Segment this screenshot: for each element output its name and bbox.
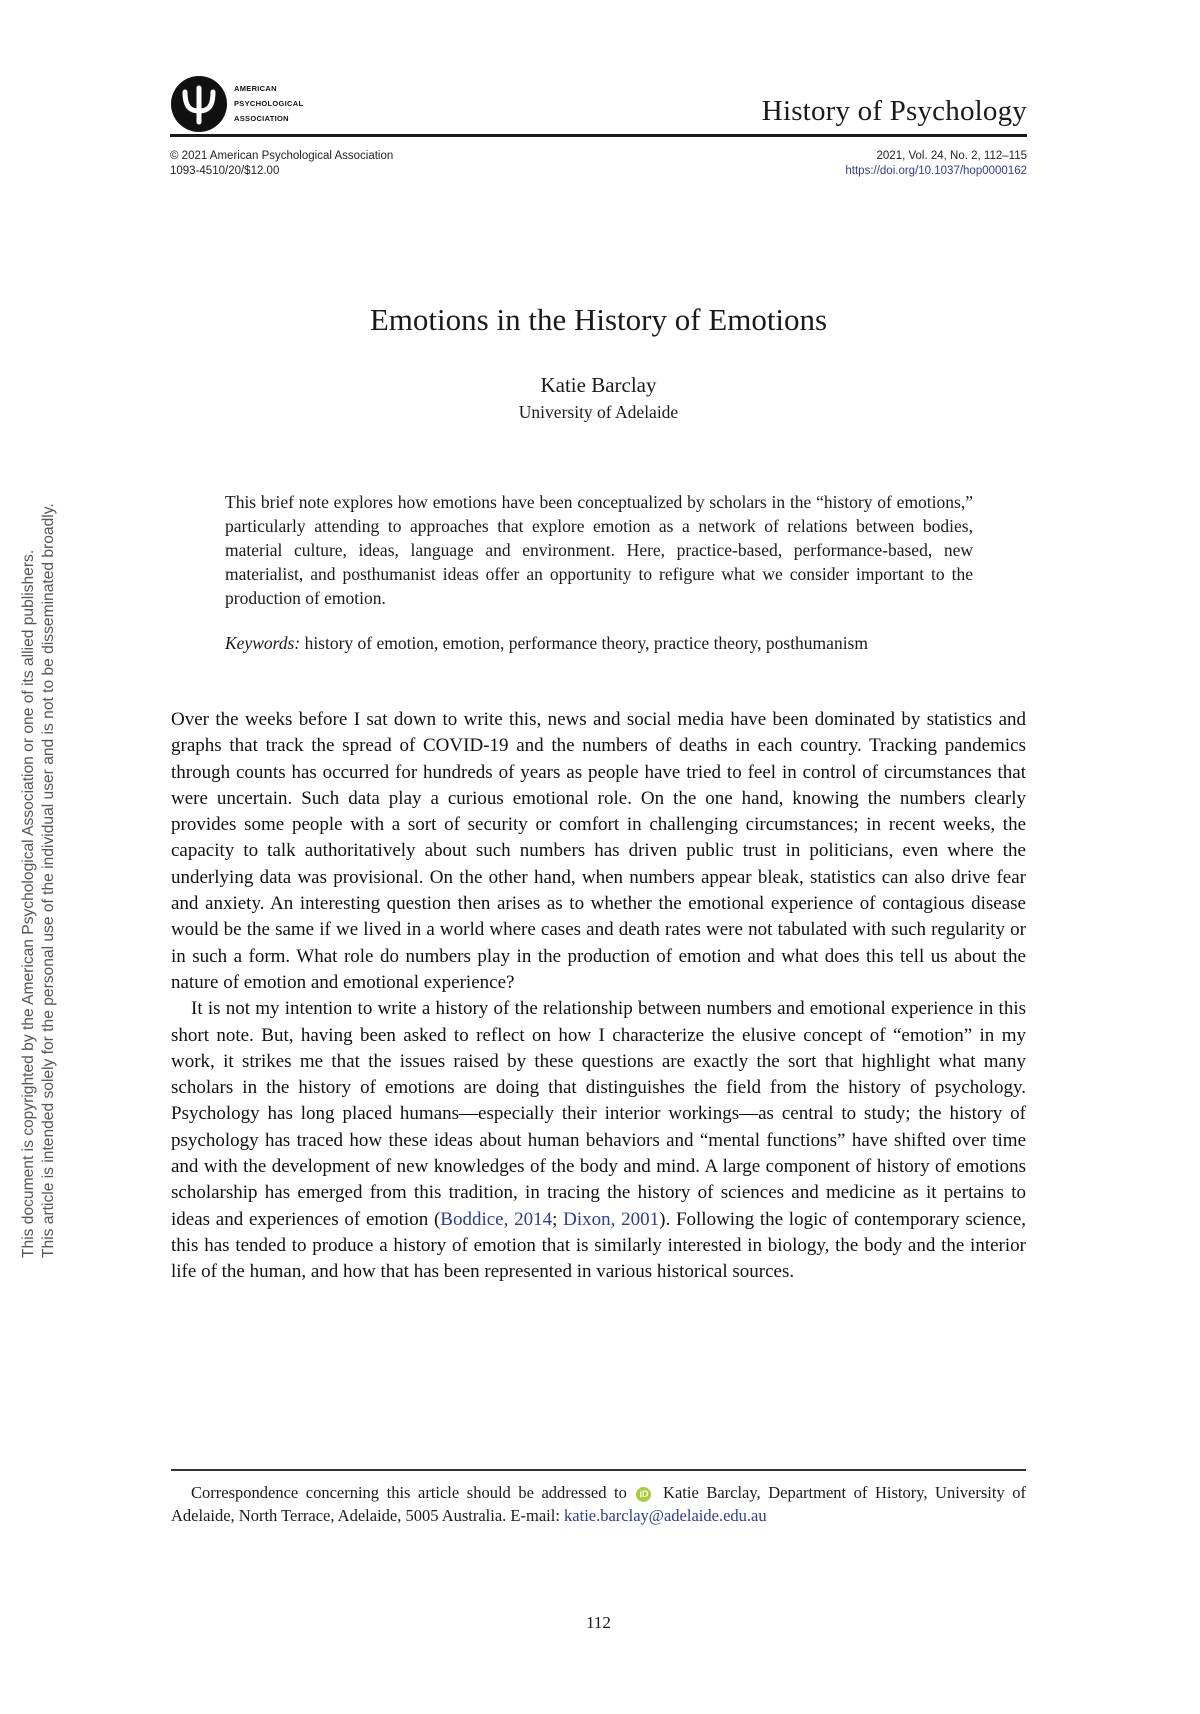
author-affiliation: University of Adelaide [518,402,679,422]
paragraph-2-text-start: It is not my intention to write a history of the relationship between numbers and emotional experience in this short note. But, having been asked to reflect on how I characterize the elusive concept of “emotion” in my work, it strikes me that the issues raised by these questions are exactly the sort that highlight what many scholars in the history of emotions are doing that distinguishes the field from the history of psychology. Psychology has long placed humans—especially their interior workings—as central to study; the history of psychology has traced how these ideas about human behaviors and “mental functions” have shifted over time and with the development of new knowledges of the body and mind. A large component of history of emotions scholarship has emerged from this tradition, in tracing the history of sciences and medicine as it pertains to ideas and experiences of emotion ( [171,998,1026,1230]
correspondence-footnote [171,1481,1026,1527]
article-title: Emotions in the History of Emotions [369,302,828,337]
orcid-icon[interactable]: iD [636,1487,651,1502]
logo-line-3: ASSOCIATION [234,114,289,123]
paragraph-2-text-end: ). Following the logic of contemporary science, this has tended to produce a history of emotion that is similarly interested in biology, the body and the interior life of the human, and how that has been represented in various historical sources. [171,1208,1027,1283]
footnote-rule [171,1469,1026,1471]
journal-title: History of Psychology [761,95,1027,127]
email-link[interactable]: katie.barclay@adelaide.edu.au [564,1506,767,1525]
issn-line: 1093-4510/20/$12.00 [170,165,280,177]
footnote-text-start: Correspondence concerning this article should be addressed to [191,1483,627,1502]
page-number: 112 [586,1613,611,1632]
body-text [171,707,1026,1286]
citation-link-dixon[interactable]: Dixon, 2001 [563,1208,660,1230]
keywords [225,631,973,655]
abstract: This brief note explores how emotions have been conceptualized by scholars in the “history of emotions,” particularly attending to approaches that explore emotion as a network of relations between bodies, material culture, ideas, language and environment. Here, practice-based, performance-based, new materialist, and posthumanist ideas offer an opportunity to refigure what we consider important to the production of emotion. [225,492,973,608]
doi-link[interactable]: https://doi.org/10.1037/hop0000162 [845,165,1027,177]
publication-meta-right [845,149,1027,179]
apa-psi-logo-icon [170,75,228,133]
copyright-line: © 2021 American Psychological Association [170,150,394,162]
citation-link-boddice[interactable]: Boddice, 2014 [440,1208,553,1230]
side-notice-line-2: This article is intended solely for the personal use of the individual user and is not to be disseminated broadly. [40,503,57,1258]
keywords-list: history of emotion, emotion, performance theory, practice theory, posthumanism [304,633,868,653]
copyright-side-notice [19,398,59,1258]
apa-logo [170,75,330,133]
citation-separator: ; [552,1208,564,1230]
author-name: Katie Barclay [540,373,657,397]
body-paragraph-2 [171,996,1026,1285]
keywords-label: Keywords: [225,633,301,653]
header-rule [170,134,1027,137]
apa-logo-wordmark [234,81,303,126]
citation-line: 2021, Vol. 24, No. 2, 112–115 [876,150,1027,162]
side-notice-line-1: This document is copyrighted by the American Psychological Association or one of its allied publishers. [20,549,37,1258]
publication-meta-left [170,149,393,179]
logo-line-2: PSYCHOLOGICAL [234,99,304,108]
logo-line-1: AMERICAN [234,84,277,93]
body-paragraph-1: Over the weeks before I sat down to write this, news and social media have been dominated by statistics and graphs that track the spread of COVID-19 and the numbers of deaths in each country. Tracking pandemics through counts has occurred for hundreds of years as people have tried to feel in control of circumstances that were uncertain. Such data play a curious emotional role. On the one hand, knowing the numbers clearly provides some people with a sort of security or comfort in challenging circumstances; in recent weeks, the capacity to talk authoritatively about such numbers has driven public trust in politicians, even where the underlying data was provisional. On the other hand, when numbers appear bleak, statistics can also drive fear and anxiety. An interesting question then arises as to whether the emotional experience of contagious disease would be the same if we lived in a world where cases and death rates were not tabulated with such regularity or in such a form. What role do numbers play in the production of emotion and what does this tell us about the nature of emotion and emotional experience? [171,709,1026,993]
footnote-text-end: Katie Barclay, Department of History, University of Adelaide, North Terrace, Adelaide, 5005 Australia. E-mail: [171,1483,1027,1525]
